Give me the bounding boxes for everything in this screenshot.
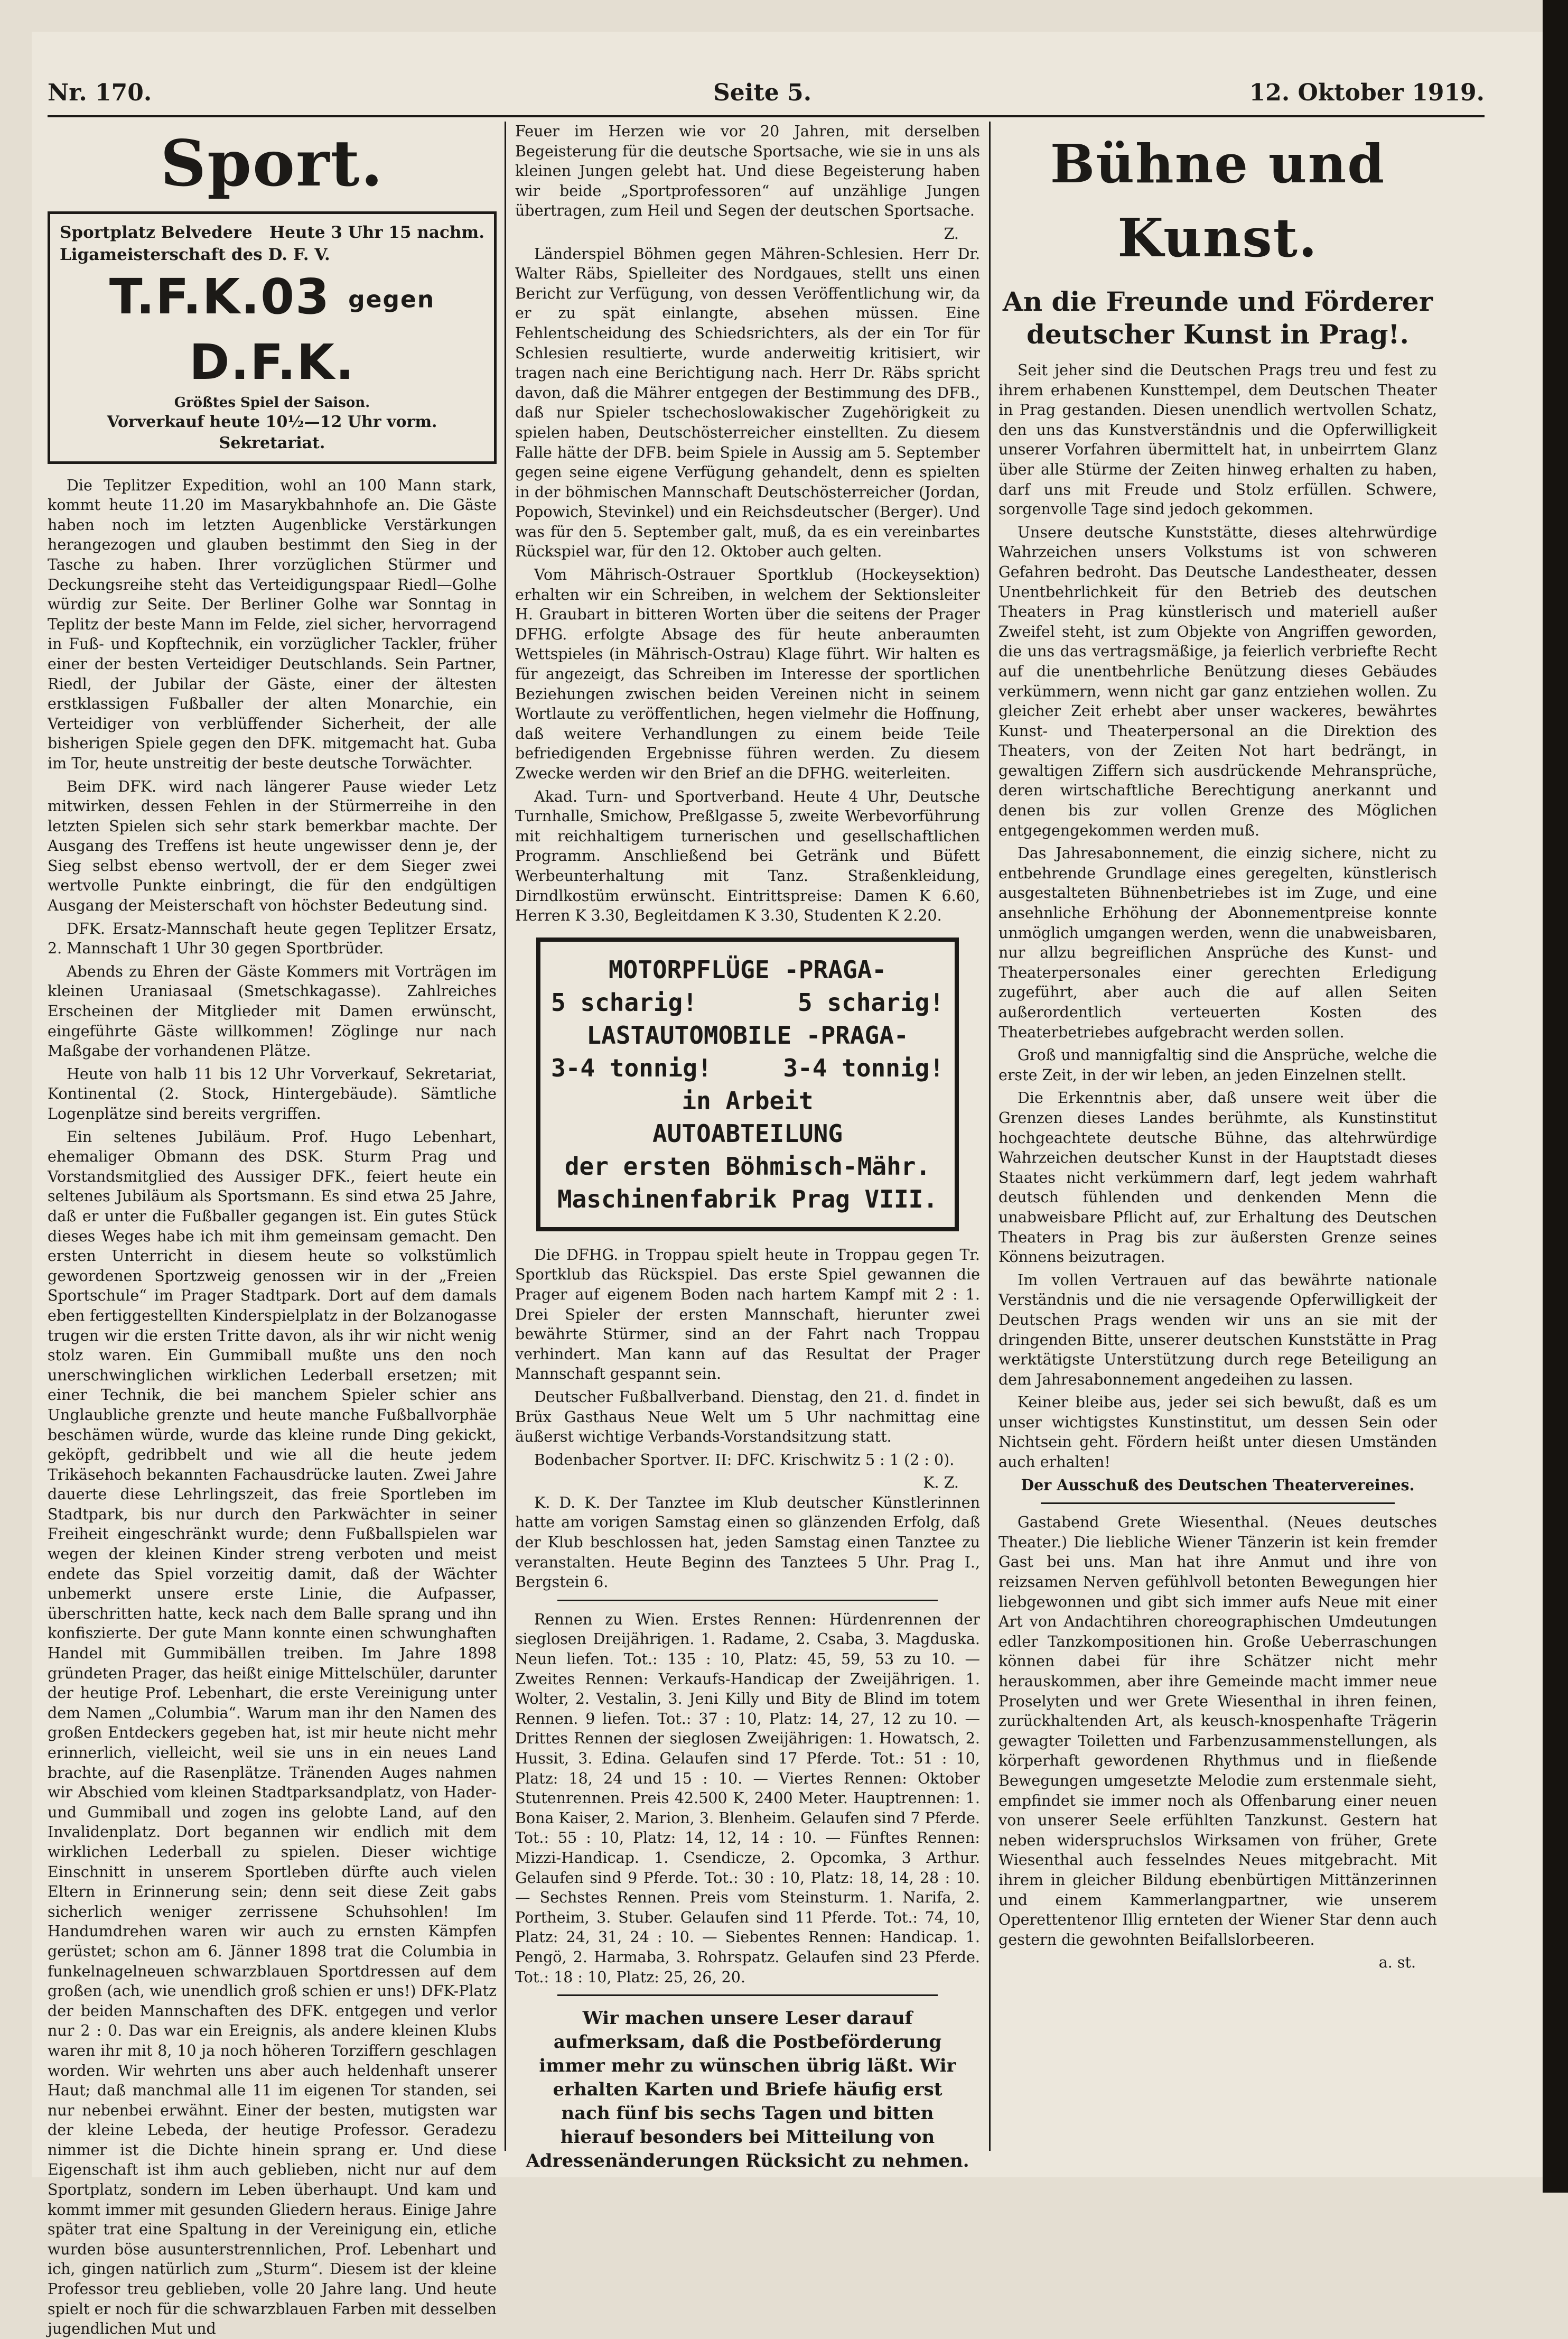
ad-line: LASTAUTOMOBILE -PRAGA- — [586, 1020, 909, 1050]
ad-presale: Vorverkauf heute 10½—12 Uhr vorm. Sekretariat. — [107, 412, 437, 452]
article-paragraph: Deutscher Fußballverband. Dienstag, den 21. d. findet in Brüx Gasthaus Neue Welt um 5 Uhr nachmittag eine äußerst wichtige Verbands-Vorstandsitzung statt. — [515, 1388, 980, 1446]
ad-team1: T.F.K.03 — [109, 268, 331, 325]
article-paragraph: Abends zu Ehren der Gäste Kommers mit Vorträgen im kleinen Uraniasaal (Smetschkagasse). Zahlreiches Erscheinen der Mitglieder mit Damen erwünscht, eingeführte Gäste willkommen! Zöglinge nur nach Maßgabe der vorhandenen Plätze. — [48, 962, 497, 1060]
section-heading-theatre: Bühne und Kunst. — [1050, 133, 1386, 269]
article-paragraph: Die Erkenntnis aber, daß unsere weit über die Grenzen dieses Landes berühmte, als Kunstinstitut hochgeachtete deutsche Bühne, das altehrwürdige Wahrzeichen deutscher Kunst in der Hauptstadt dieses Staates nicht verkümmern darf, legt jedem wahrhaft deutsch fühlenden und denkenden Menn die unabweisbare Pflicht auf, zur Erhaltung des Deutschen Theaters in Prag bis zur äußersten Grenze seines Könnens beizutragen. — [998, 1089, 1437, 1266]
ad-line: AUTOABTEILUNG — [652, 1119, 843, 1148]
masthead-rule — [48, 115, 1485, 117]
ad-team2: D.F.K. — [189, 333, 355, 391]
column-sport-continued — [515, 122, 980, 2172]
article-paragraph: Die Teplitzer Expedition, wohl an 100 Mann stark, kommt heute 11.20 im Masarykbahnhofe an. Die Gäste haben noch im letzten Augenblicke Verstärkungen herangezogen und glauben bestimmt den Sieg in der Tasche zu haben. Ihrer vorzüglichen Stürmer und Deckungsreihe steht das Verteidigungspaar Riedl—Golhe würdig zur Seite. Der Berliner Golhe war Sonntag in Teplitz der beste Mann im Felde, ziel sicher, hervorragend in Fuß- und Kopftechnik, ein vorzüglicher Tackler, früher einer der besten Verteidiger Deutschlands. Sein Partner, Riedl, der Jubilar der Gäste, einer der ältesten erstklassigen Fußballer der alten Monarchie, ein Verteidiger von verblüffender Sicherheit, der alle bisherigen Spiele gegen den DFK. mitgemacht hat. Guba im Tor, heute unstreitig der beste deutsche Torwächter. — [48, 476, 497, 772]
praga-machinery-ad — [536, 938, 959, 1231]
author-signature: K. Z. — [923, 1474, 959, 1492]
article-paragraph: Heute von halb 11 bis 12 Uhr Vorverkauf, Sekretariat, Kontinental (2. Stock, Hintergebäude). Sämtliche Logenplätze sind bereits vergriffen. — [48, 1065, 497, 1123]
ad-text: 3-4 tonnig! — [551, 1053, 712, 1082]
scan-edge — [1543, 0, 1568, 2193]
ad-venue: Sportplatz Belvedere — [60, 223, 253, 242]
article-paragraph: Das Jahresabonnement, die einzig sichere, nicht zu entbehrende Grundlage eines geregelten, künstlerisch ausgestalteten Bühnenbetriebes ist im Zuge, und eine ansehnliche Erhöhung der Abonnementpreise konnte unmöglich umgangen werden, wenn die unabweisbaren, nur allzu begreiflichen Ansprüche des Kunst- und Theaterpersonales einer gerechten Erledigung zugeführt, aber auch die auf allen Seiten außerordentlich verteuerten Kosten des Theaterbetriebes aufgebracht werden sollen. — [998, 844, 1437, 1041]
article-paragraph: Länderspiel Böhmen gegen Mähren-Schlesien. Herr Dr. Walter Räbs, Spielleiter des Nordgaues, stellt uns einen Bericht zur Verfügung, von dessen Veröffentlichung wir, da er zu spät einlangte, absehen müssen. Eine Fehlentscheidung des Schiedsrichters, als der ein Tor für Schlesien resultierte, wurde anderweitig kritisiert, wir tragen nach eine Berichtigung nach. Herr Dr. Räbs spricht davon, daß die Mährer entgegen der Bestimmung des DFB., daß nur Spieler tschechoslowakischer Zugehörigkeit zu spielen haben, Deutschösterreicher einstellten. Zu diesem Falle hätte der DFB. beim Spiele in Aussig am 5. September gegen seine eigene Verfügung gehandelt, denn es spielten in der böhmischen Mannschaft Deutschösterreicher (Jordan, Popowich, Stevinkel) und ein Reichsdeutscher (Berger). Und was für den 5. September galt, muß, da es ein vereinbartes Rückspiel war, für den 12. Oktober auch gelten. — [515, 245, 980, 561]
article-paragraph: Akad. Turn- und Sportverband. Heute 4 Uhr, Deutsche Turnhalle, Smichow, Preßlgasse 5, zweite Werbevorführung mit reichhaltigem turnerischen und gesellschaftlichen Programm. Anschließend bei Getränk und Büfett Werbeunterhaltung mit Tanz. Straßenkleidung, Dirndlkostüm erwünscht. Eintrittspreise: Damen K 6.60, Herren K 3.30, Begleitdamen K 3.30, Studenten K 2.20. — [515, 787, 980, 925]
ad-line: Maschinenfabrik Prag VIII. — [557, 1184, 938, 1213]
masthead — [48, 79, 1485, 111]
ad-league: Ligameisterschaft des D. F. V. — [60, 245, 330, 264]
article-paragraph: Feuer im Herzen wie vor 20 Jahren, mit derselben Begeisterung für die deutsche Sportsache, wie sie in uns als kleinen Jungen gelebt hat. Und diese Begeisterung haben wir beide „Sportprofessoren“ auf unzählige Jungen übertragen, zum Heil und Segen der deutschen Sportsache. — [515, 123, 980, 220]
ad-text: 3-4 tonnig! — [783, 1053, 944, 1082]
article-paragraph: Beim DFK. wird nach längerer Pause wieder Letz mitwirken, dessen Fehlen in der Stürmerreihe in den letzten Spielen sich sehr stark bemerkbar machte. Der Ausgang des Treffens ist heute ungewisser denn je, der Sieg selbst ebenso wertvoll, der er dem Sieger zwei wertvolle Punkte einbringt, die für den endgültigen Ausgang der Meisterschaft von höchster Bedeutung sind. — [48, 777, 497, 915]
column-sport — [48, 122, 497, 2338]
ad-line: der ersten Böhmisch-Mähr. — [564, 1152, 931, 1181]
ad-vs: gegen — [348, 286, 435, 313]
article-paragraph: Im vollen Vertrauen auf das bewährte nationale Verständnis und die nie versagende Opferwilligkeit der Deutschen Prags wenden wir uns an sie mit der dringenden Bitte, unserer deutschen Kunststätte in Prag werktätigste Unterstützung durch rege Beteiligung an dem Jahresabonnement angedeihen zu lassen. — [998, 1271, 1437, 1388]
issue-number: Nr. 170. — [48, 79, 152, 106]
article-paragraph: DFK. Ersatz-Mannschaft heute gegen Teplitzer Ersatz, 2. Mannschaft 1 Uhr 30 gegen Sportbrüder. — [48, 920, 497, 958]
article-paragraph: Bodenbacher Sportver. II: DFC. Krischwitz 5 : 1 (2 : 0). — [534, 1451, 955, 1469]
article-paragraph: K. D. K. Der Tanztee im Klub deutscher Künstlerinnen hatte am vorigen Samstag einen so glänzenden Erfolg, daß der Klub beschlossen hat, jeden Samstag einen Tanztee zu veranstalten. Heute Beginn des Tanztees 5 Uhr. Prag I., Bergstein 6. — [515, 1493, 980, 1591]
separator — [557, 1600, 938, 1601]
article-paragraph: Vom Mährisch-Ostrauer Sportklub (Hockeysektion) erhalten wir ein Schreiben, in welchem der Sektionsleiter H. Graubart in bitteren Worten über die seitens der Prager DFHG. erfolgte Absage des für heute anberaumten Wettspieles (in Mährisch-Ostrau) Klage führt. Wir halten es für angezeigt, das Schreiben im Interesse der sportlichen Beziehungen zwischen beiden Vereinen nicht in seinem Wortlaute zu veröffentlichen, hegen vielmehr die Hoffnung, daß weitere Verhandlungen zu einem beide Teile befriedigenden Ergebnisse führen werden. Zu diesem Zwecke werden wir den Brief an die DFHG. weiterleiten. — [515, 566, 980, 782]
issue-date: 12. Oktober 1919. — [1249, 79, 1485, 106]
column-theatre — [998, 122, 1437, 2156]
appeal-signature: Der Ausschuß des Deutschen Theatervereines. — [1021, 1475, 1415, 1494]
appeal-heading: An die Freunde und Förderer deutscher Kunst in Prag!. — [1002, 286, 1433, 350]
article-paragraph: Die DFHG. in Troppau spielt heute in Troppau gegen Tr. Sportklub das Rückspiel. Das erste Spiel gewannen die Prager auf eigenem Boden nach hartem Kampf mit 2 : 1. Drei Spieler der ersten Mannschaft, hierunter zwei bewährte Stürmer, sind an der Fahrt nach Troppau verhindert. Man kann auf das Resultat der Prager Mannschaft gespannt sein. — [515, 1246, 980, 1383]
column-rule-1 — [505, 122, 506, 2151]
page-number: Seite 5. — [713, 79, 812, 106]
ad-line-split — [551, 986, 944, 1019]
article-paragraph: Keiner bleibe aus, jeder sei sich bewußt, daß es um unser wichtigstes Kunstinstitut, um dessen Sein oder Nichtsein geht. Fördern heißt unter diesen Umständen auch erhalten! — [998, 1394, 1437, 1471]
ad-time: Heute 3 Uhr 15 nachm. — [269, 223, 484, 242]
article-paragraph: Unsere deutsche Kunststätte, dieses altehrwürdige Wahrzeichen unsers Volkstums ist von schweren Gefahren bedroht. Das Deutsche Landestheater, dessen Unentbehrlichkeit für den Betrieb des deutschen Theaters in Prag künstlerisch und materiell außer Zweifel steht, ist zum Objekte von Angriffen geworden, die uns das vertragsmäßige, ja feierlich verbriefte Recht auf die unentbehrliche Benützung dieses Gebäudes verkümmern, wenn nicht gar ganz entziehen wollen. Zu gleicher Zeit erhebt aber unser wackeres, bewährtes Kunst- und Theaterpersonal an die Direktion des Theaters, von der Zeiten Not hart bedrängt, in gewaltigen Ziffern sich ausdrückende Mehransprüche, deren wirtschaftliche Berechtigung anerkannt und denen bis zur vollen Grenze des Möglichen entgegengekommen werden muß. — [998, 523, 1437, 839]
ad-line: in Arbeit — [682, 1086, 814, 1115]
ad-text: 5 scharig! — [551, 988, 697, 1017]
author-signature: Z. — [944, 225, 959, 243]
ad-text: 5 scharig! — [798, 988, 944, 1017]
article-paragraph: Seit jeher sind die Deutschen Prags treu und fest zu ihrem erhabenen Kunsttempel, dem Deutschen Theater in Prag gestanden. Diesen unendlich wertvollen Schatz, den uns das Kunstverständnis und die Opferwilligkeit unserer Vorfahren übermittelt hat, in unbeirrtem Glanz über alle Stürme der Zeiten hinweg erhalten zu haben, darf uns mit Freude und Stolz erfüllen. Schwere, sorgenvolle Tage sind jedoch gekommen. — [998, 361, 1437, 518]
ad-line-split — [551, 1052, 944, 1084]
article-paragraph: Gastabend Grete Wiesenthal. (Neues deutsches Theater.) Die liebliche Wiener Tänzerin ist kein fremder Gast bei uns. Man hat ihre Anmut und ihre von reizsamen Nerven gefühlvoll betonten Bewegungen hier liebgewonnen und gibt sich immer aufs Neue mit einer Art von Andachtihren choreographischen Umdeutungen edler Tanzkompositionen hin. Große Ueberraschungen können dabei für ihre Schätzer nicht mehr herauskommen, aber ihre Gemeinde macht immer neue Proselyten und wer Grete Wiesenthal in ihren feinen, zurückhaltenden Art, als keusch-knospenhafte Trägerin gewagter Toiletten und Farbenzusammenstellungen, als körperhaft gewordenen Rhythmus und in fließende Bewegungen umgesetzte Melodie zum erstenmale sieht, empfindet sie immer noch als Offenbarung einer neuen von unserer Seele erfühlten Tanzkunst. Gestern hat neben widerspruchslos Wirksamen von früher, Grete Wiesenthal auch fesselndes Neues mitgebracht. Mit ihrem in gleicher Bildung ebenbürtigen Mittänzerinnen und einem Kammerlangpartner, wie unserem Operettentenor Illig ernteten der Wiener Star denn auch gestern die gewohnten Beifallslorbeeren. — [998, 1514, 1437, 1948]
article-paragraph: Groß und mannigfaltig sind die Ansprüche, welche die erste Zeit, in der wir leben, an jeden Einzelnen stellt. — [998, 1046, 1437, 1084]
section-heading-sport: Sport. — [160, 126, 384, 201]
ad-fixture — [60, 266, 484, 394]
article-paragraph: Ein seltenes Jubiläum. Prof. Hugo Lebenhart, ehemaliger Obmann des DSK. Sturm Prag und Vorstandsmitglied des Aussiger DFK., feiert heute ein seltenes Jubiläum als Sportsmann. Es sind etwa 25 Jahre, daß er unter die Fußballer gegangen ist. Ein gutes Stück dieses Weges habe ich mit ihm gemeinsam gemacht. Den ersten Unterricht in diesem heute so volkstümlich gewordenen Sportzweig genossen wir in der „Freien Sportschule“ im Prager Stadtpark. Dort auf dem damals eben fertiggestellten Kinderspielplatz in der Bolzanogasse trugen wir die ersten Tritte davon, als ihr wir nicht wenig stolz waren. Ein Gummiball mußte uns den noch unerschwinglichen wirklichen Lederball ersetzen; mit einer Technik, die bei manchem Spieler schier ans Unglaubliche grenzte und heute manche Fußballvorphäe beschämen würde, wurde das kleine runde Ding gekickt, geköpft, gedribbelt und wie all die heute jedem Trikäsehoch bekannten Fachausdrücke lauten. Zwei Jahre dauerte diese Lehrlingszeit, das freie Sportleben im Stadtpark, bis nur durch den Parkwächter in seiner Freiheit eingeschränkt wurde; denn Fußballspielen war wegen der kleinen Kinder streng verboten und meist endete das Spiel vorzeitig damit, daß der Wächter unbemerkt unsere erste Linie, die Aufpasser, überschritten hatte, keck nach dem Balle sprang und ihn konfiszierte. Der gute Mann konnte einen schwunghaften Handel mit Gummibällen treiben. Im Jahre 1898 gründeten Prager, das heißt einige Mittelschüler, darunter der heutige Prof. Lebenhart, die erste Vereinigung unter dem Namen „Columbia“. Warum man ihr den Namen des großen Entdeckers gegeben hat, ist mir heute nicht mehr erinnerlich, vielleicht, weil sie uns in ein neues Land brachte, auf die Rasenplätze. Tränenden Auges nahmen wir Abschied vom kleinen Stadtparksandplatz, von Hader- und Gummiball und zogen ins gelobte Land, auf den Invalidenplatz. Dort begannen wir endlich mit dem wirklichen Lederball zu spielen. Dieser wichtige Einschnitt in unserem Sportleben dürfte auch vielen Eltern in Erinnerung sein; denn seit diese Zeit gabs sicherlich weniger zerrissene Schuhsohlen! Im Handumdrehen waren wir auch zu ernsten Kämpfen gerüstet; schon am 6. Jänner 1898 trat die Columbia in funkelnagelneuen schwarzblauen Sportdressen auf dem großen (ach, wie unendlich groß schien er uns!) DFK-Platz der beiden Mannschaften des DFK. entgegen und verlor nur 2 : 0. Das war ein Ereignis, als andere kleinen Klubs waren ihr mit 8, 10 ja noch höheren Torziffern geschlagen worden. Wir wehrten uns aber auch heldenhaft unserer Haut; daß manchmal alle 11 im eigenen Tor standen, sei nur nebenbei erwähnt. Einer der besten, mutigsten war der kleine Lebeda, der heutige Professor. Geradezu nimmer ist die Dichte hinein sprang er. Und diese Eigenschaft ist ihm auch geblieben, nicht nur auf dem Sportplatz, sondern im Leben überhaupt. Und kam und kommt immer mit gesunden Gliedern heraus. Einige Jahre später trat eine Spaltung in der Vereinigung ein, etliche wurden böse ausunterstrennlichen, Prof. Lebenhart und ich, gingen natürlich zum „Sturm“. Diesem ist der kleine Professor treu geblieben, volle 20 Jahre lang. Und heute spielt er noch für die schwarzblauen Farben mit desselben jugendlichen Mut und — [48, 1128, 497, 2338]
separator — [1041, 1502, 1395, 1504]
author-signature: a. st. — [1378, 1954, 1416, 1972]
ad-tagline: Größtes Spiel der Saison. — [174, 394, 370, 411]
article-paragraph: Rennen zu Wien. Erstes Rennen: Hürdenrennen der sieglosen Dreijährigen. 1. Radame, 2. Csaba, 3. Magduska. Neun liefen. Tot.: 135 : 10, Platz: 45, 59, 53 zu 10. — Zweites Rennen: Verkaufs-Handicap der Zweijährigen. 1. Wolter, 2. Vestalin, 3. Jeni Killy und Bity de Blind im totem Rennen. 9 liefen. Tot.: 37 : 10, Platz: 14, 27, 12 zu 10. — Drittes Rennen der sieglosen Zweijährigen: 1. Howatsch, 2. Hussit, 3. Edina. Gelaufen sind 17 Pferde. Tot.: 51 : 10, Platz: 18, 24 und 15 : 10. — Viertes Rennen: Oktober Stutenrennen. Preis 42.500 K, 2400 Meter. Hauptrennen: 1. Bona Kaiser, 2. Marion, 3. Blenheim. Gelaufen sind 7 Pferde. Tot.: 55 : 10, Platz: 14, 12, 14 : 10. — Fünftes Rennen: Mizzi-Handicap. 1. Csendicze, 2. Opcomka, 3 Arthur. Gelaufen sind 9 Pferde. Tot.: 30 : 10, Platz: 18, 14, 28 : 10. — Sechstes Rennen. Preis vom Steinsturm. 1. Narifa, 2. Portheim, 3. Stuber. Gelaufen sind 11 Pferde. Tot.: 74, 10, Platz: 24, 31, 24 : 10. — Siebentes Rennen: Handicap. 1. Pengö, 2. Harmaba, 3. Rohrspatz. Gelaufen sind 23 Pferde. Tot.: 18 : 10, Platz: 25, 26, 20. — [515, 1610, 980, 1986]
ad-line: MOTORPFLÜGE -PRAGA- — [608, 955, 887, 984]
reader-notice: Wir machen unsere Leser darauf aufmerksam, daß die Postbeförderung immer mehr zu wünschen übrig läßt. Wir erhalten Karten und Briefe häufig erst nach fünf bis sechs Tagen und bitten hierauf besonders bei Mitteilung von Adressenänderungen Rücksicht zu nehmen. — [526, 2008, 969, 2172]
separator — [557, 1994, 938, 1996]
football-match-ad — [48, 211, 497, 464]
column-rule-2 — [989, 122, 991, 2151]
